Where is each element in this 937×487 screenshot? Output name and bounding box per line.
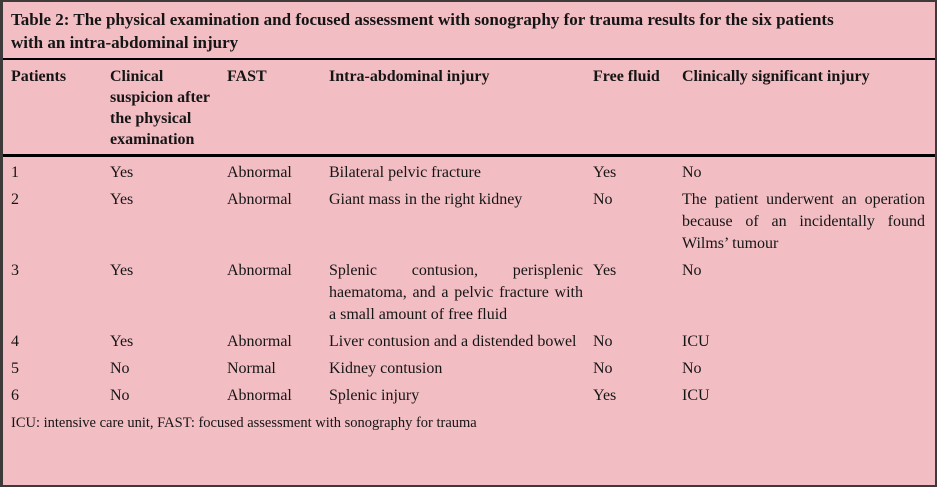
table-cell: Yes [593, 164, 617, 181]
table-cell: ICU [682, 333, 710, 350]
table-cell: 6 [11, 387, 19, 404]
table-header-row [3, 60, 935, 154]
table-cell: Splenic injury [329, 387, 420, 404]
table-title-line-1: Table 2: The physical examination and focused assessment with sonography for trauma results for the six patients [11, 10, 834, 29]
table-cell: No [593, 360, 613, 377]
column-header-fast: FAST [227, 68, 267, 85]
column-header-clinical-suspicion: Clinical suspicion after the physical examination [110, 68, 210, 148]
table-cell: Yes [593, 262, 617, 279]
column-header-clinically-significant-injury: Clinically significant injury [682, 68, 870, 85]
table-cell: 5 [11, 360, 19, 377]
table-cell: No [110, 360, 130, 377]
table-row [3, 255, 935, 326]
table-cell: 4 [11, 333, 19, 350]
table-cell: Abnormal [227, 164, 292, 181]
table-cell: Abnormal [227, 191, 292, 208]
table-row [3, 326, 935, 353]
table-cell: Bilateral pelvic fracture [329, 164, 481, 181]
table-cell: 1 [11, 164, 19, 181]
table-cell: No [682, 164, 702, 181]
table-cell: Liver contusion and a distended bowel [329, 333, 577, 350]
table-cell: 3 [11, 262, 19, 279]
table-cell: Abnormal [227, 262, 292, 279]
table-cell: Yes [110, 262, 134, 279]
table-row [3, 184, 935, 255]
column-header-intra-abdominal-injury: Intra-abdominal injury [329, 68, 490, 85]
table-row [3, 353, 935, 380]
column-header-patients: Patients [11, 68, 67, 85]
table-cell: Yes [110, 333, 134, 350]
table-cell: No [682, 360, 702, 377]
table-cell: Abnormal [227, 387, 292, 404]
table-cell: Giant mass in the right kidney [329, 191, 523, 208]
table-cell: Yes [593, 387, 617, 404]
table-cell: Yes [110, 191, 134, 208]
table-cell: Abnormal [227, 333, 292, 350]
table-cell: No [593, 333, 613, 350]
column-header-free-fluid: Free fluid [593, 68, 660, 85]
table-cell: No [682, 262, 702, 279]
table-cell: Splenic contusion, perisplenic haematoma, and a pelvic fracture with a small amount of free fluid [329, 262, 583, 323]
table-cell: No [593, 191, 613, 208]
table-title [3, 2, 935, 58]
table-cell: The patient underwent an operation because of an incidentally found Wilms’ tumour [682, 191, 925, 252]
table-cell: Kidney contusion [329, 360, 443, 377]
table-title-line-2: with an intra-abdominal injury [11, 33, 239, 52]
table-row [3, 380, 935, 407]
table-row [3, 157, 935, 184]
table-cell: Yes [110, 164, 134, 181]
table-cell: 2 [11, 191, 19, 208]
table-cell: Normal [227, 360, 276, 377]
table-cell: No [110, 387, 130, 404]
table-cell: ICU [682, 387, 710, 404]
table-footnote: ICU: intensive care unit, FAST: focused assessment with sonography for trauma [11, 415, 477, 431]
